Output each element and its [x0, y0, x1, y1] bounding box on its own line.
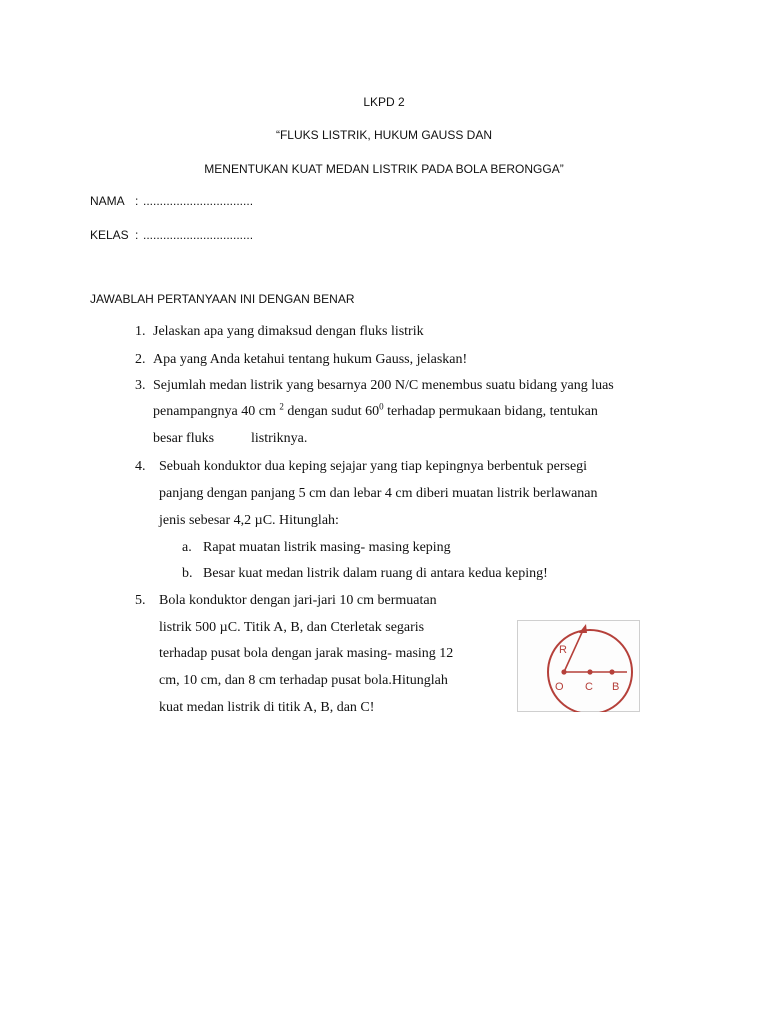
question-3-line1: Sejumlah medan listrik yang besarnya 200 N/C menembus suatu bidang yang luas — [153, 378, 614, 393]
point-c-label: C — [585, 681, 593, 693]
point-b — [609, 669, 614, 674]
question-5-line3: terhadap pusat bola dengan jarak masing- masing 12 — [159, 646, 454, 661]
q3-area-exponent: 2 — [279, 401, 284, 412]
class-blank: ................................. — [143, 228, 254, 242]
sphere-diagram — [517, 620, 640, 712]
question-4a-label: a. — [182, 540, 192, 555]
class-field — [90, 228, 254, 242]
question-1-number: 1. — [135, 324, 146, 339]
q3-rest-text: terhadap permukaan bidang, tentukan — [383, 404, 598, 419]
class-label: KELAS — [90, 228, 129, 242]
question-5-line5: kuat medan listrik di titik A, B, dan C! — [159, 700, 375, 715]
q3-area-text: penampangnya 40 cm — [153, 404, 280, 419]
name-field — [90, 194, 254, 208]
question-3-number: 3. — [135, 378, 146, 393]
question-5-line1: Bola konduktor dengan jari-jari 10 cm bermuatan — [159, 593, 437, 608]
question-5-line2: listrik 500 µC. Titik A, B, dan Cterletak segaris — [159, 620, 425, 635]
question-1-text: Jelaskan apa yang dimaksud dengan fluks listrik — [153, 324, 424, 339]
q3-degree-symbol: 0 — [379, 401, 384, 412]
q3-angle-text: dengan sudut 60 — [283, 404, 380, 419]
point-c — [587, 669, 592, 674]
diagram-frame — [518, 621, 640, 712]
page-title: LKPD 2 — [363, 95, 405, 109]
question-5-line4: cm, 10 cm, dan 8 cm terhadap pusat bola.Hitunglah — [159, 673, 448, 688]
question-2-text: Apa yang Anda ketahui tentang hukum Gauss, jelaskan! — [153, 352, 468, 367]
question-4-line3: jenis sebesar 4,2 µC. Hitunglah: — [159, 513, 339, 528]
center-label: O — [555, 681, 564, 693]
instruction-text: JAWABLAH PERTANYAAN INI DENGAN BENAR — [90, 292, 355, 306]
name-label: NAMA — [90, 194, 125, 208]
radius-label: R — [559, 644, 567, 656]
question-4-line1: Sebuah konduktor dua keping sejajar yang tiap kepingnya berbentuk persegi — [159, 459, 588, 474]
name-blank: ................................. — [143, 194, 254, 208]
page-subtitle-line1: “FLUKS LISTRIK, HUKUM GAUSS DAN — [275, 128, 493, 142]
question-3-line2 — [153, 401, 598, 420]
question-4b-label: b. — [182, 566, 193, 581]
question-4b-text: Besar kuat medan listrik dalam ruang di antara kedua keping! — [203, 566, 548, 581]
center-point-o — [561, 669, 566, 674]
question-3-line3-a: besar fluks — [153, 431, 215, 446]
question-4-number: 4. — [135, 459, 146, 474]
question-4a-text: Rapat muatan listrik masing- masing keping — [203, 540, 451, 555]
question-4-line2: panjang dengan panjang 5 cm dan lebar 4 cm diberi muatan listrik berlawanan — [159, 486, 598, 501]
question-2-number: 2. — [135, 352, 146, 367]
sphere-diagram-svg — [517, 620, 640, 712]
page-subtitle-line2: MENENTUKAN KUAT MEDAN LISTRIK PADA BOLA BERONGGA” — [204, 162, 564, 176]
class-separator: : — [135, 228, 139, 242]
point-b-label: B — [612, 681, 620, 693]
question-5-number: 5. — [135, 593, 146, 608]
name-separator: : — [135, 194, 139, 208]
question-3-line3-b: listriknya. — [251, 431, 308, 446]
